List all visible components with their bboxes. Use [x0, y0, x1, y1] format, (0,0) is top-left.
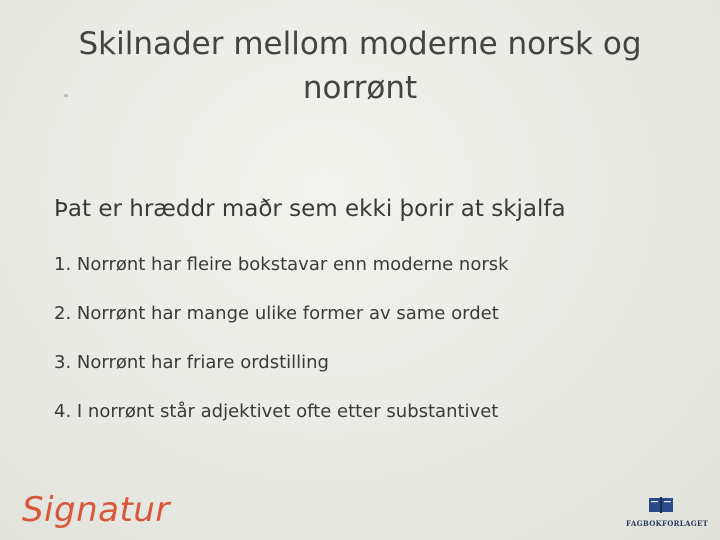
list-item: 4. I norrønt står adjektivet ofte etter substantivet	[54, 401, 499, 422]
list-item: 2. Norrønt har mange ulike former av same ordet	[54, 303, 499, 324]
book-icon	[648, 496, 674, 514]
list-item: 1. Norrønt har fleire bokstavar enn moderne norsk	[54, 254, 509, 275]
slide-lead-sentence: Þat er hræddr maðr sem ekki þorir at skjalfa	[54, 196, 566, 222]
slide-title: Skilnader mellom moderne norsk og norrønt	[78, 26, 642, 106]
signatur-logo: Signatur	[22, 490, 170, 530]
point-list	[54, 253, 509, 449]
publisher-logo	[626, 496, 709, 528]
publisher-name: FAGBOKFORLAGET	[626, 519, 709, 528]
list-item: 3. Norrønt har friare ordstilling	[54, 352, 329, 373]
